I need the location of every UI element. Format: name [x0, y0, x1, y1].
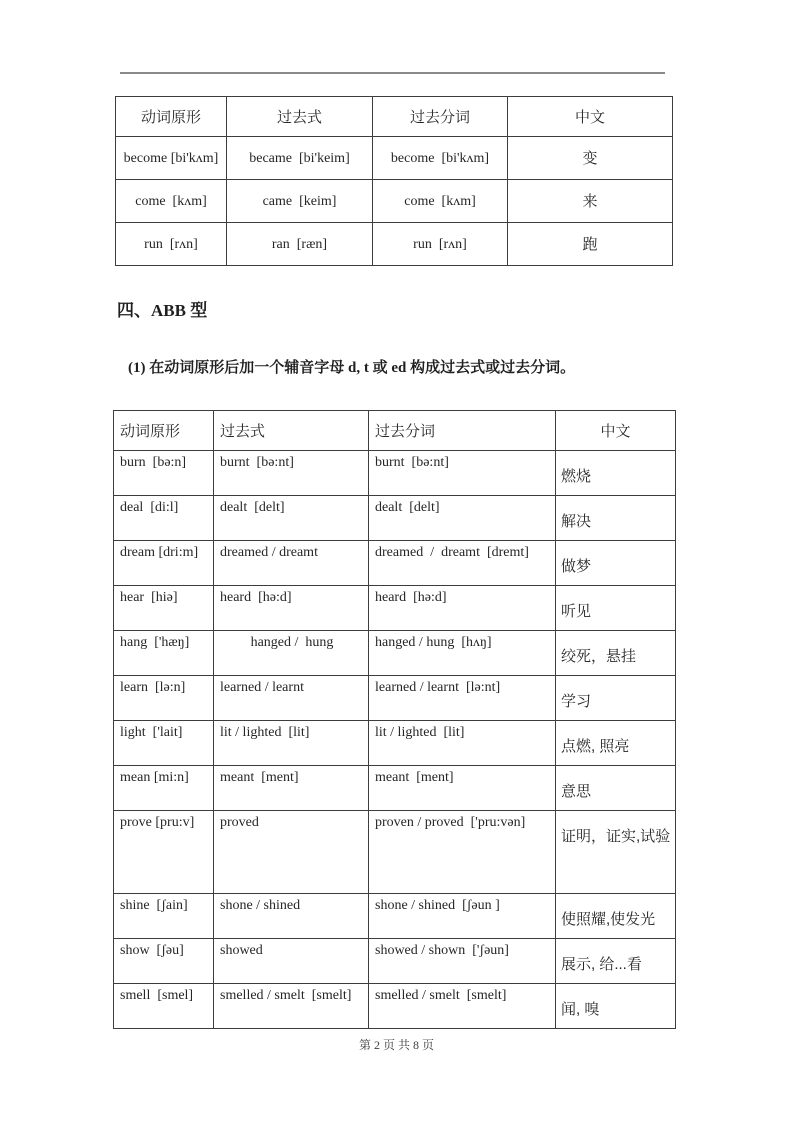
- cell-verb-form: learned / learnt [lə:nt]: [369, 676, 556, 721]
- cell-chinese-meaning: 跑: [508, 223, 673, 266]
- cell-verb-form: become [bi'kʌm]: [373, 137, 508, 180]
- table-row: [114, 586, 676, 631]
- cell-verb-form: lit / lighted [lit]: [214, 721, 369, 766]
- cell-chinese-meaning: 闻, 嗅: [556, 984, 676, 1029]
- table-row: [114, 541, 676, 586]
- table-row: [114, 984, 676, 1029]
- cell-verb-form: hanged / hung: [214, 631, 369, 676]
- verb-table-top: [115, 96, 673, 266]
- cell-verb-form: meant [ment]: [214, 766, 369, 811]
- table-row: [114, 451, 676, 496]
- verb-table-abb: [113, 410, 676, 1029]
- cell-verb-form: meant [ment]: [369, 766, 556, 811]
- cell-verb-form: come [kʌm]: [373, 180, 508, 223]
- table-row: [114, 496, 676, 541]
- table-row: [114, 939, 676, 984]
- cell-chinese-meaning: 解决: [556, 496, 676, 541]
- cell-verb-form: learned / learnt: [214, 676, 369, 721]
- page-footer: 第 2 页 共 8 页: [358, 1038, 434, 1052]
- column-header-3: 过去分词: [369, 411, 556, 451]
- cell-chinese-meaning: 使照耀,使发光: [556, 894, 676, 939]
- cell-verb-form: dreamed / dreamt: [214, 541, 369, 586]
- cell-chinese-meaning: 绞死，悬挂: [556, 631, 676, 676]
- cell-verb-form: became [bi'keim]: [227, 137, 373, 180]
- cell-verb-form: burnt [bə:nt]: [214, 451, 369, 496]
- cell-chinese-meaning: 来: [508, 180, 673, 223]
- cell-verb-form: dealt [delt]: [214, 496, 369, 541]
- cell-verb-form: run [rʌn]: [116, 223, 227, 266]
- cell-verb-form: showed / shown ['ʃəun]: [369, 939, 556, 984]
- cell-verb-form: smell [smel]: [114, 984, 214, 1029]
- cell-verb-form: burn [bə:n]: [114, 451, 214, 496]
- cell-chinese-meaning: 意思: [556, 766, 676, 811]
- table-body: [116, 137, 673, 266]
- cell-verb-form: shine [ʃain]: [114, 894, 214, 939]
- cell-verb-form: mean [mi:n]: [114, 766, 214, 811]
- header-rule: [120, 72, 665, 74]
- cell-verb-form: light ['lait]: [114, 721, 214, 766]
- cell-chinese-meaning: 展示, 给...看: [556, 939, 676, 984]
- table-row: [116, 223, 673, 266]
- cell-verb-form: show [ʃəu]: [114, 939, 214, 984]
- cell-verb-form: lit / lighted [lit]: [369, 721, 556, 766]
- column-header-4: 中文: [508, 97, 673, 137]
- cell-chinese-meaning: 点燃, 照亮: [556, 721, 676, 766]
- cell-chinese-meaning: 听见: [556, 586, 676, 631]
- cell-verb-form: came [keim]: [227, 180, 373, 223]
- cell-verb-form: proven / proved ['pru:vən]: [369, 811, 556, 894]
- cell-verb-form: hanged / hung [hʌŋ]: [369, 631, 556, 676]
- cell-verb-form: shone / shined: [214, 894, 369, 939]
- table-header-row: [114, 411, 676, 451]
- column-header-1: 动词原形: [116, 97, 227, 137]
- section-heading: 四、ABB 型: [117, 301, 208, 320]
- cell-verb-form: smelled / smelt [smelt]: [214, 984, 369, 1029]
- table-row: [114, 766, 676, 811]
- column-header-3: 过去分词: [373, 97, 508, 137]
- cell-verb-form: learn [lə:n]: [114, 676, 214, 721]
- cell-verb-form: smelled / smelt [smelt]: [369, 984, 556, 1029]
- cell-verb-form: hang ['hæŋ]: [114, 631, 214, 676]
- table-row: [114, 811, 676, 894]
- cell-verb-form: burnt [bə:nt]: [369, 451, 556, 496]
- table-row: [114, 676, 676, 721]
- cell-verb-form: heard [hə:d]: [214, 586, 369, 631]
- cell-verb-form: heard [hə:d]: [369, 586, 556, 631]
- cell-chinese-meaning: 学习: [556, 676, 676, 721]
- cell-verb-form: showed: [214, 939, 369, 984]
- cell-verb-form: hear [hiə]: [114, 586, 214, 631]
- cell-chinese-meaning: 证明，证实,试验: [556, 811, 676, 894]
- cell-verb-form: ran [ræn]: [227, 223, 373, 266]
- cell-verb-form: proved: [214, 811, 369, 894]
- table-row: [114, 894, 676, 939]
- cell-verb-form: dreamed / dreamt [dremt]: [369, 541, 556, 586]
- table-body: [114, 451, 676, 1029]
- column-header-2: 过去式: [214, 411, 369, 451]
- table-row: [116, 137, 673, 180]
- cell-chinese-meaning: 做梦: [556, 541, 676, 586]
- cell-verb-form: come [kʌm]: [116, 180, 227, 223]
- column-header-1: 动词原形: [114, 411, 214, 451]
- column-header-2: 过去式: [227, 97, 373, 137]
- column-header-4: 中文: [556, 411, 676, 451]
- cell-verb-form: become [bi'kʌm]: [116, 137, 227, 180]
- section-rule-note: (1) 在动词原形后加一个辅音字母 d, t 或 ed 构成过去式或过去分词。: [128, 360, 576, 376]
- cell-verb-form: deal [di:l]: [114, 496, 214, 541]
- table-row: [114, 631, 676, 676]
- table-row: [114, 721, 676, 766]
- table-header-row: [116, 97, 673, 137]
- cell-chinese-meaning: 变: [508, 137, 673, 180]
- cell-verb-form: run [rʌn]: [373, 223, 508, 266]
- table-row: [116, 180, 673, 223]
- cell-verb-form: prove [pru:v]: [114, 811, 214, 894]
- cell-verb-form: dealt [delt]: [369, 496, 556, 541]
- cell-chinese-meaning: 燃烧: [556, 451, 676, 496]
- cell-verb-form: dream [dri:m]: [114, 541, 214, 586]
- cell-verb-form: shone / shined [ʃəun ]: [369, 894, 556, 939]
